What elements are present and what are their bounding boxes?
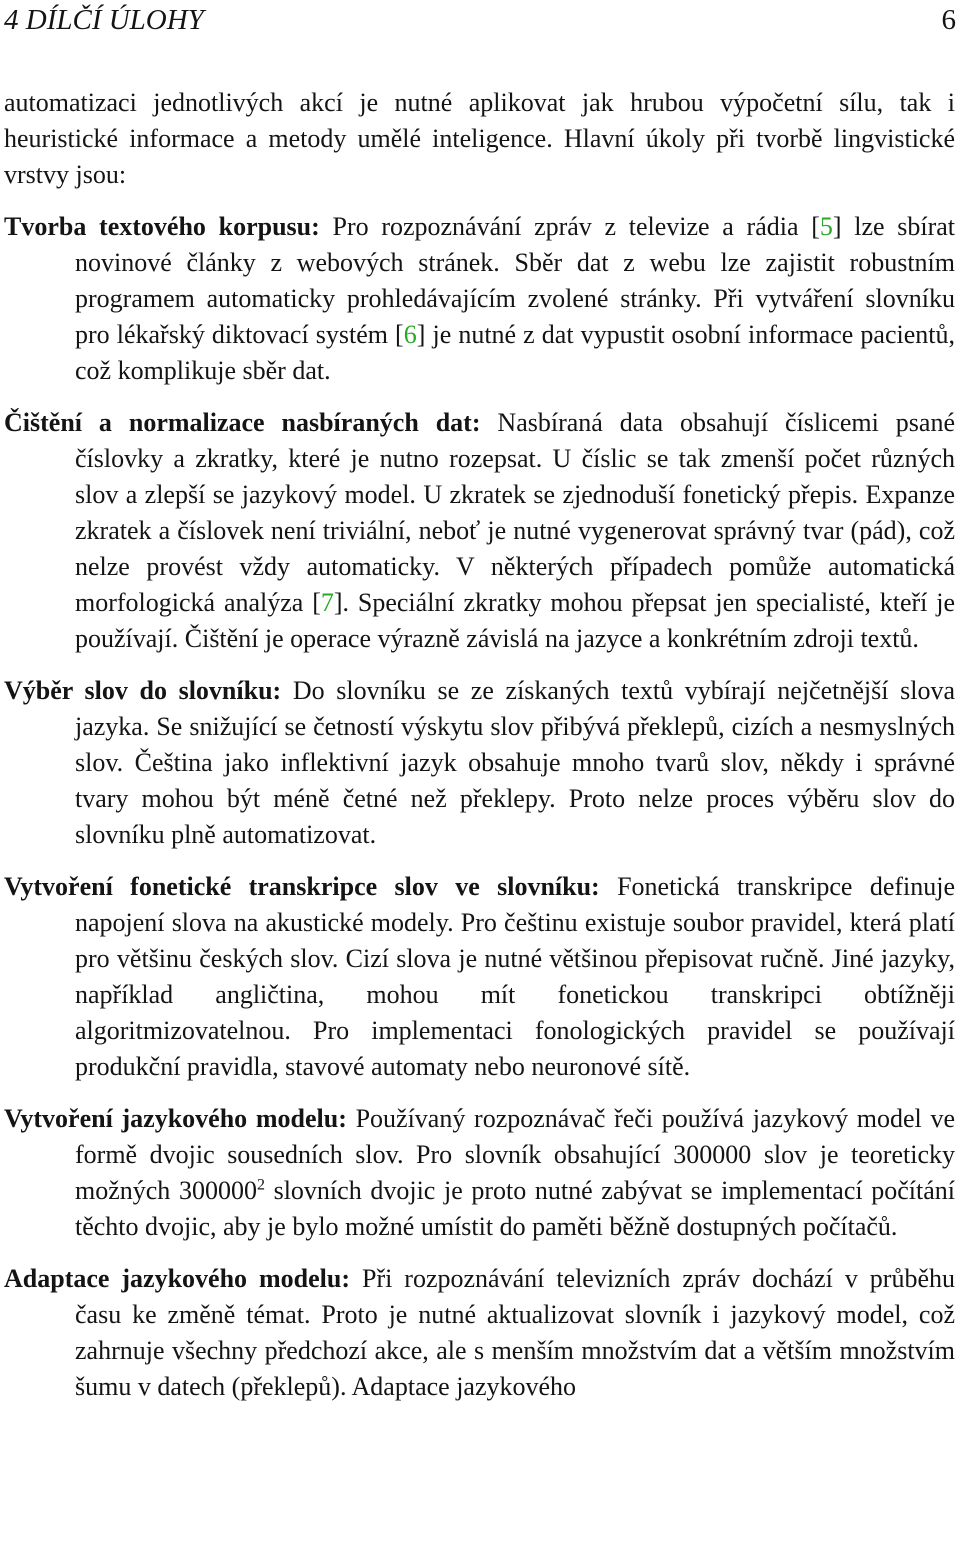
running-header xyxy=(4,0,956,40)
item-text: Do slovníku se ze získaných textů vybírají nejčetnější slova jazyka. Se snižující se četností výskytu slov přibývá překlepů, cizích a nesmyslných slov. Čeština jako inflektivní jazyk obsahuje mnoho tvarů slov, někdy i správné tvary mohou být méně četné než překlepy. Proto nelze proces výběru slov do slovníku plně automatizovat. xyxy=(75,676,955,849)
item-term: Tvorba textového korpusu: xyxy=(4,212,320,241)
list-item-model-adaptation xyxy=(4,1261,955,1405)
body-text xyxy=(4,85,955,1421)
item-text: Fonetická transkripce definuje napojení slova na akustické modely. Pro češtinu existuje soubor pravidel, která platí pro většinu českých slov. Cizí slova je nutné většinou přepisovat ručně. Jiné jazyky, například angličtina, mohou mít fonetickou transkripci obtížněji algoritmizovatelnou. Pro implementaci fonologických pravidel se používají produkční pravidla, stavové automaty nebo neuronové sítě. xyxy=(75,872,956,1081)
item-text: ] je nutné z dat vypustit osobní informace pacientů, což komplikuje sběr dat. xyxy=(75,320,956,385)
item-text: ]. Speciální zkratky mohou přepsat jen specialisté, kteří je používají. Čištění je operace výrazně závislá na jazyce a konkrétním zdroji textů. xyxy=(75,588,955,653)
item-text: slovních dvojic je proto nutné zabývat se implementací počítání těchto dvojic, aby je bylo možné umístit do paměti běžně dostupných počítačů. xyxy=(75,1176,955,1241)
citation-link[interactable]: 7 xyxy=(320,588,334,617)
list-item-phonetic-transcription xyxy=(4,869,955,1085)
item-text: Používaný rozpoznávač řeči používá jazykový model ve formě dvojic sousedních slov. Pro slovník obsahující 300000 slov je teoreticky možných 300000 xyxy=(75,1104,955,1205)
chapter-title: 4 DÍLČÍ ÚLOHY xyxy=(4,4,204,36)
item-term: Výběr slov do slovníku: xyxy=(4,676,282,705)
list-item-language-model xyxy=(4,1101,955,1245)
list-item-data-cleaning xyxy=(4,405,955,657)
citation-link[interactable]: 5 xyxy=(819,212,833,241)
item-text: ] lze sbírat novinové články z webových stránek. Sběr dat z webu lze zajistit robustním programem automaticky prohledávajícím zvolené stránky. Při vytváření slovníku pro lékařský diktovací systém [ xyxy=(75,212,956,349)
item-term: Vytvoření jazykového modelu: xyxy=(4,1104,347,1133)
item-text: Při rozpoznávání televizních zpráv dochází v průběhu času ke změně témat. Proto je nutné aktualizovat slovník i jazykový model, což zahrnuje všechny předchozí akce, ale s menším množstvím dat a větším množstvím šumu v datech (překlepů). Adaptace jazykového xyxy=(75,1264,956,1401)
superscript: 2 xyxy=(256,1176,265,1194)
item-text: Pro rozpoznávání zpráv z televize a rádia [ xyxy=(332,212,820,241)
intro-paragraph: automatizaci jednotlivých akcí je nutné aplikovat jak hrubou výpočetní sílu, tak i heuristické informace a metody umělé inteligence. Hlavní úkoly při tvorbě lingvistické vrstvy jsou: xyxy=(4,88,955,189)
list-item-text-corpus xyxy=(4,209,955,389)
item-term: Čištění a normalizace nasbíraných dat: xyxy=(4,408,481,437)
list-item-word-selection xyxy=(4,673,955,853)
item-term: Vytvoření fonetické transkripce slov ve slovníku: xyxy=(4,872,600,901)
page-number: 6 xyxy=(941,4,956,36)
item-text: Nasbíraná data obsahují číslicemi psané číslovky a zkratky, které je nutno rozepsat. U číslic se tak zmenší počet různých slov a zlepší se jazykový model. U zkratek se zjednoduší fonetický přepis. Expanze zkratek a číslovek není triviální, neboť je nutné vygenerovat správný tvar (pád), což nelze provést vždy automaticky. V některých případech pomůže automatická morfologická analýza [ xyxy=(75,408,955,617)
citation-link[interactable]: 6 xyxy=(403,320,417,349)
item-term: Adaptace jazykového modelu: xyxy=(4,1264,351,1293)
